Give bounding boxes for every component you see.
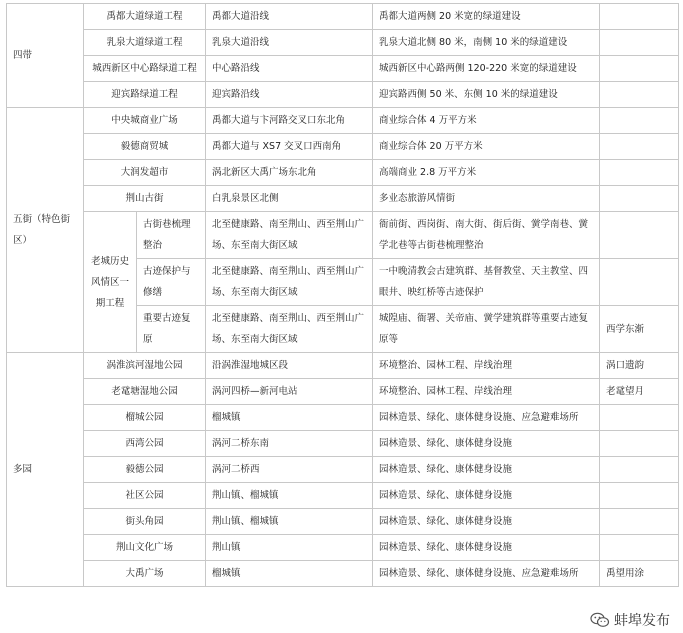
project-extra bbox=[600, 212, 679, 259]
project-content: 园林造景、绿化、康体健身设施 bbox=[373, 457, 600, 483]
watermark bbox=[587, 609, 673, 631]
project-name: 涡淮滨河湿地公园 bbox=[84, 353, 206, 379]
table-row bbox=[7, 353, 679, 379]
project-name: 大润发超市 bbox=[84, 160, 206, 186]
project-location: 禹都大道与卞河路交叉口东北角 bbox=[206, 108, 373, 134]
table-row bbox=[7, 509, 679, 535]
project-extra: 禹望用涂 bbox=[600, 561, 679, 587]
project-location: 禹都大道与 XS7 交叉口西南角 bbox=[206, 134, 373, 160]
project-content: 迎宾路西侧 50 米、东侧 10 米的绿道建设 bbox=[373, 82, 600, 108]
project-extra bbox=[600, 259, 679, 306]
table-row bbox=[7, 4, 679, 30]
project-extra bbox=[600, 134, 679, 160]
project-extra: 涡口遗韵 bbox=[600, 353, 679, 379]
table-row bbox=[7, 483, 679, 509]
project-content: 环境整治、园林工程、岸线治理 bbox=[373, 379, 600, 405]
project-location: 涡河二桥西 bbox=[206, 457, 373, 483]
project-name: 迎宾路绿道工程 bbox=[84, 82, 206, 108]
project-extra bbox=[600, 56, 679, 82]
project-location: 榴城镇 bbox=[206, 405, 373, 431]
project-name: 毅德商贸城 bbox=[84, 134, 206, 160]
project-location: 迎宾路沿线 bbox=[206, 82, 373, 108]
project-name: 毅德公园 bbox=[84, 457, 206, 483]
project-name: 荆山文化广场 bbox=[84, 535, 206, 561]
table-row bbox=[7, 82, 679, 108]
project-location: 白乳泉景区北侧 bbox=[206, 186, 373, 212]
project-name: 大禹广场 bbox=[84, 561, 206, 587]
project-location: 北至健康路、南至荆山、西至荆山广场、东至南大街区域 bbox=[206, 212, 373, 259]
project-extra bbox=[600, 431, 679, 457]
category-label: 五街（特色街区） bbox=[7, 108, 84, 353]
table-row bbox=[7, 160, 679, 186]
project-extra bbox=[600, 405, 679, 431]
project-content: 禹都大道两侧 20 米宽的绿道建设 bbox=[373, 4, 600, 30]
project-location: 中心路沿线 bbox=[206, 56, 373, 82]
project-name: 禹都大道绿道工程 bbox=[84, 4, 206, 30]
table-row bbox=[7, 561, 679, 587]
table-row bbox=[7, 30, 679, 56]
project-content: 城西新区中心路两侧 120-220 米宽的绿道建设 bbox=[373, 56, 600, 82]
project-location: 北至健康路、南至荆山、西至荆山广场、东至南大街区域 bbox=[206, 259, 373, 306]
watermark-text: 蚌埠发布 bbox=[614, 613, 670, 629]
project-extra bbox=[600, 30, 679, 56]
project-extra bbox=[600, 186, 679, 212]
project-content: 商业综合体 20 万平方米 bbox=[373, 134, 600, 160]
project-extra bbox=[600, 108, 679, 134]
project-content: 园林造景、绿化、康体健身设施 bbox=[373, 535, 600, 561]
project-name: 榴城公园 bbox=[84, 405, 206, 431]
project-extra bbox=[600, 4, 679, 30]
project-name: 社区公园 bbox=[84, 483, 206, 509]
project-name: 中央城商业广场 bbox=[84, 108, 206, 134]
table-row bbox=[7, 535, 679, 561]
project-content: 园林造景、绿化、康体健身设施、应急避难场所 bbox=[373, 405, 600, 431]
project-name: 古迹保护与修缮 bbox=[137, 259, 206, 306]
project-name: 重要古迹复原 bbox=[137, 306, 206, 353]
category-label: 四带 bbox=[7, 4, 84, 108]
project-content: 商业综合体 4 万平方米 bbox=[373, 108, 600, 134]
project-name: 老鼋塘湿地公园 bbox=[84, 379, 206, 405]
project-extra: 老鼋望月 bbox=[600, 379, 679, 405]
table-row bbox=[7, 56, 679, 82]
project-location: 荆山镇、榴城镇 bbox=[206, 509, 373, 535]
project-location: 荆山镇、榴城镇 bbox=[206, 483, 373, 509]
project-content: 园林造景、绿化、康体健身设施、应急避难场所 bbox=[373, 561, 600, 587]
project-extra bbox=[600, 457, 679, 483]
project-extra: 西学东渐 bbox=[600, 306, 679, 353]
table-row bbox=[7, 108, 679, 134]
project-extra bbox=[600, 82, 679, 108]
project-content: 园林造景、绿化、康体健身设施 bbox=[373, 509, 600, 535]
project-extra bbox=[600, 483, 679, 509]
project-content: 乳泉大道北侧 80 米，南侧 10 米的绿道建设 bbox=[373, 30, 600, 56]
table-row bbox=[7, 186, 679, 212]
project-location: 涡河四桥—新河电站 bbox=[206, 379, 373, 405]
project-location: 荆山镇 bbox=[206, 535, 373, 561]
table-row bbox=[7, 405, 679, 431]
project-name: 城西新区中心路绿道工程 bbox=[84, 56, 206, 82]
project-location: 沿涡淮湿地城区段 bbox=[206, 353, 373, 379]
table-row bbox=[7, 134, 679, 160]
project-location: 涡北新区大禹广场东北角 bbox=[206, 160, 373, 186]
project-content: 城隍庙、衙署、关帝庙、黉学建筑群等重要古迹复原等 bbox=[373, 306, 600, 353]
table-row bbox=[7, 212, 679, 259]
wechat-icon bbox=[590, 612, 610, 628]
table-row bbox=[7, 457, 679, 483]
project-location: 北至健康路、南至荆山、西至荆山广场、东至南大街区域 bbox=[206, 306, 373, 353]
project-content: 园林造景、绿化、康体健身设施 bbox=[373, 483, 600, 509]
project-location: 涡河二桥东南 bbox=[206, 431, 373, 457]
project-location: 乳泉大道沿线 bbox=[206, 30, 373, 56]
project-extra bbox=[600, 160, 679, 186]
project-location: 禹都大道沿线 bbox=[206, 4, 373, 30]
table-row bbox=[7, 431, 679, 457]
project-content: 衙前街、西岗街、南大街、街后街、黉学南巷、黉学北巷等古街巷梳理整治 bbox=[373, 212, 600, 259]
project-name: 荆山古街 bbox=[84, 186, 206, 212]
project-name: 街头角园 bbox=[84, 509, 206, 535]
project-location: 榴城镇 bbox=[206, 561, 373, 587]
project-content: 高端商业 2.8 万平方米 bbox=[373, 160, 600, 186]
project-extra bbox=[600, 509, 679, 535]
project-content: 环境整治、园林工程、岸线治理 bbox=[373, 353, 600, 379]
project-name: 古街巷梳理整治 bbox=[137, 212, 206, 259]
project-name: 乳泉大道绿道工程 bbox=[84, 30, 206, 56]
category-label: 多园 bbox=[7, 353, 84, 587]
table-row bbox=[7, 379, 679, 405]
project-content: 园林造景、绿化、康体健身设施 bbox=[373, 431, 600, 457]
project-name: 西湾公园 bbox=[84, 431, 206, 457]
project-extra bbox=[600, 535, 679, 561]
project-content: 多业态旅游风情街 bbox=[373, 186, 600, 212]
planning-table bbox=[6, 3, 679, 587]
group-label: 老城历史风情区一期工程 bbox=[84, 212, 137, 353]
project-content: 一中晚清教会古建筑群、基督教堂、天主教堂、四眼井、映红桥等古迹保护 bbox=[373, 259, 600, 306]
